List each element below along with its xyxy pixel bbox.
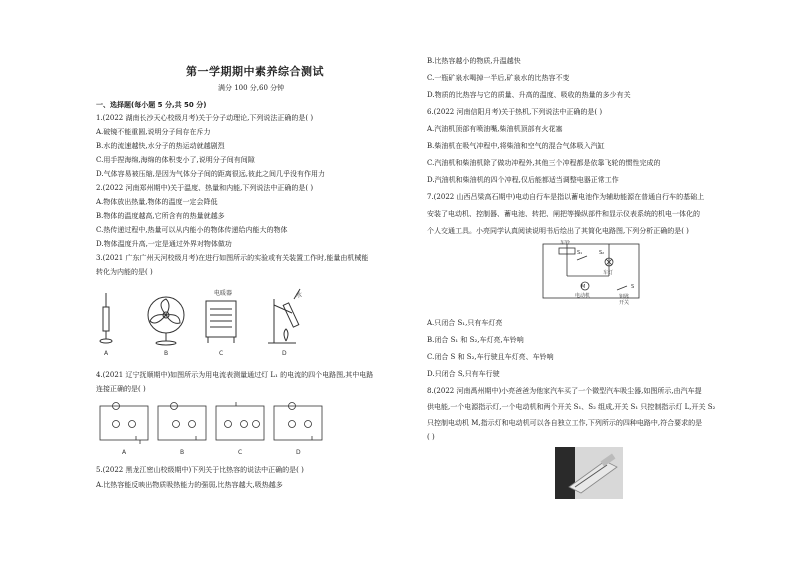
lamp-label: 车灯 — [603, 270, 614, 276]
option-line: A.物体放出热量,物体的温度一定会降低 — [96, 198, 218, 206]
option-line: D.汽油机和柴油机的四个冲程,仅后能都适当调整电器正常工作 — [427, 176, 619, 184]
question-line: 5.(2022 黑龙江密山校级期中)下列关于比热容的说法中正确的是( ) — [96, 466, 304, 474]
option-line: A.破镜不能重圆,说明分子间存在斥力 — [96, 128, 211, 136]
question-line: 安装了电动机、控制器、蓄电池、转把、闸把等操纵部件和显示仪表系统的机电一体化的 — [427, 210, 700, 218]
q7-circuit — [537, 240, 647, 306]
option-line: D.物质的比热容与它的质量、升高的温度、吸收的热量的多少有关 — [427, 91, 631, 99]
option-line: A.汽油机顶部有喷油嘴,柴油机顶部有火花塞 — [427, 125, 563, 133]
question-line: 4.(2021 辽宁抚顺期中)如图所示为用电流表测量通过灯 L₁ 的电流的四个电路图,其中电路 — [96, 371, 374, 379]
fig3-label-d: D — [282, 350, 287, 357]
fan-icon — [148, 297, 184, 345]
fig4-label-c: C — [238, 449, 243, 456]
fig4-label-a: A — [122, 449, 127, 456]
car-vacuum-photo — [555, 447, 623, 499]
option-line: C.汽油机和柴油机除了做功冲程外,其他三个冲程都是依靠飞轮的惯性完成的 — [427, 159, 661, 167]
heater-icon — [206, 301, 236, 343]
motor-symbol: M — [581, 284, 586, 290]
option-line: C.热传递过程中,热量可以从内能小的物体传递给内能大的物体 — [96, 226, 288, 234]
question-line: 1.(2022 湖南长沙天心校级月考)关于分子动理论,下列说法正确的是( ) — [96, 114, 314, 122]
fig4-label-b: B — [180, 449, 185, 456]
motor-label: 电动机 — [575, 293, 591, 299]
section-heading: 一、选择题(每小题 5 分,共 50 分) — [96, 101, 207, 109]
question-line: 个人交通工具。小亮同学认真阅读说明书后绘出了其简化电路图,下列分析正确的是( ) — [427, 227, 689, 235]
option-line: D.物体温度升高,一定是通过外界对物体做功 — [96, 240, 232, 248]
question-line: 连接正确的是( ) — [96, 385, 146, 393]
heater-label: 电暖器 — [214, 290, 233, 297]
question-line: ( ) — [427, 433, 435, 441]
option-line: B.物体的温度越高,它所含有的热量就越多 — [96, 212, 225, 220]
fig4-label-d: D — [296, 449, 301, 456]
page-title: 第一学期期中素养综合测试 — [186, 65, 324, 78]
key-label: 钥匙 — [619, 294, 630, 300]
fig3-label-b: B — [164, 350, 169, 357]
question-line: 8.(2022 河南禹州期中)小亮爸爸为他家汽车买了一个微型汽车吸尘器,如图所示,由汽车提 — [427, 387, 702, 395]
option-line: B.比热容越小的物质,升温越快 — [427, 57, 521, 65]
q4-figure — [96, 398, 336, 460]
s1-label: S₁ — [577, 250, 583, 256]
q3-figure — [96, 285, 336, 357]
question-line: 转化为内能的是( ) — [96, 268, 153, 276]
s-label: S — [631, 284, 635, 290]
syringe-icon — [100, 293, 112, 343]
question-line: 3.(2021 广东广州天河校级月考)在进行如图所示的实验或有关装置工作时,能量由机械能 — [96, 254, 369, 262]
option-line: C.一瓶矿泉水喝掉一半后,矿泉水的比热容不变 — [427, 74, 570, 82]
option-line: A.只闭合 S₁,只有车灯亮 — [427, 319, 503, 327]
page-subtitle: 满分 100 分,60 分钟 — [218, 84, 285, 92]
switch-label: 开关 — [619, 300, 630, 306]
bell-label: 车铃 — [560, 240, 571, 246]
option-line: C.用手捏海绵,海绵的体积变小了,说明分子间有间隙 — [96, 156, 255, 164]
option-line: B.柴油机在吸气冲程中,将柴油和空气的混合气体吸入汽缸 — [427, 142, 605, 150]
question-line: 只控制电动机 M,指示灯和电动机可以各自独立工作,下列所示的四种电路中,符合要求的是 — [427, 419, 703, 427]
fig3-label-a: A — [104, 350, 109, 357]
option-line: A.比热容能反映出物质吸热能力的强弱,比热容越大,吸热越多 — [96, 481, 283, 489]
question-line: 2.(2022 河南郑州期中)关于温度、热量和内能,下列说法中正确的是( ) — [96, 184, 314, 192]
option-line: B.闭合 S₁ 和 S₂,车灯亮,车铃响 — [427, 336, 524, 344]
question-line: 6.(2022 河南信阳月考)关于热机,下列说法中正确的是( ) — [427, 108, 603, 116]
option-line: D.气体容易被压缩,是因为气体分子间的距离很远,彼此之间几乎没有作用力 — [96, 170, 326, 178]
fig3-label-c: C — [219, 350, 224, 357]
s2-label: S₂ — [599, 250, 605, 256]
option-line: B.水的流速越快,水分子的热运动就越剧烈 — [96, 142, 225, 150]
option-line: C.闭合 S 和 S₂,车行驶且车灯亮、车铃响 — [427, 353, 554, 361]
question-line: 供电能,一个电源指示灯,一个电动机和两个开关 S₁、S₂ 组成,开关 S₁ 只控制指示灯 L,开关 S₂ — [427, 403, 716, 411]
water-label: 水 — [296, 292, 303, 299]
question-line: 7.(2022 山西吕梁高石期中)电动自行车是指以蓄电池作为辅助能源在普通自行车的基础上 — [427, 193, 705, 201]
option-line: D.只闭合 S,只有车行驶 — [427, 370, 500, 378]
